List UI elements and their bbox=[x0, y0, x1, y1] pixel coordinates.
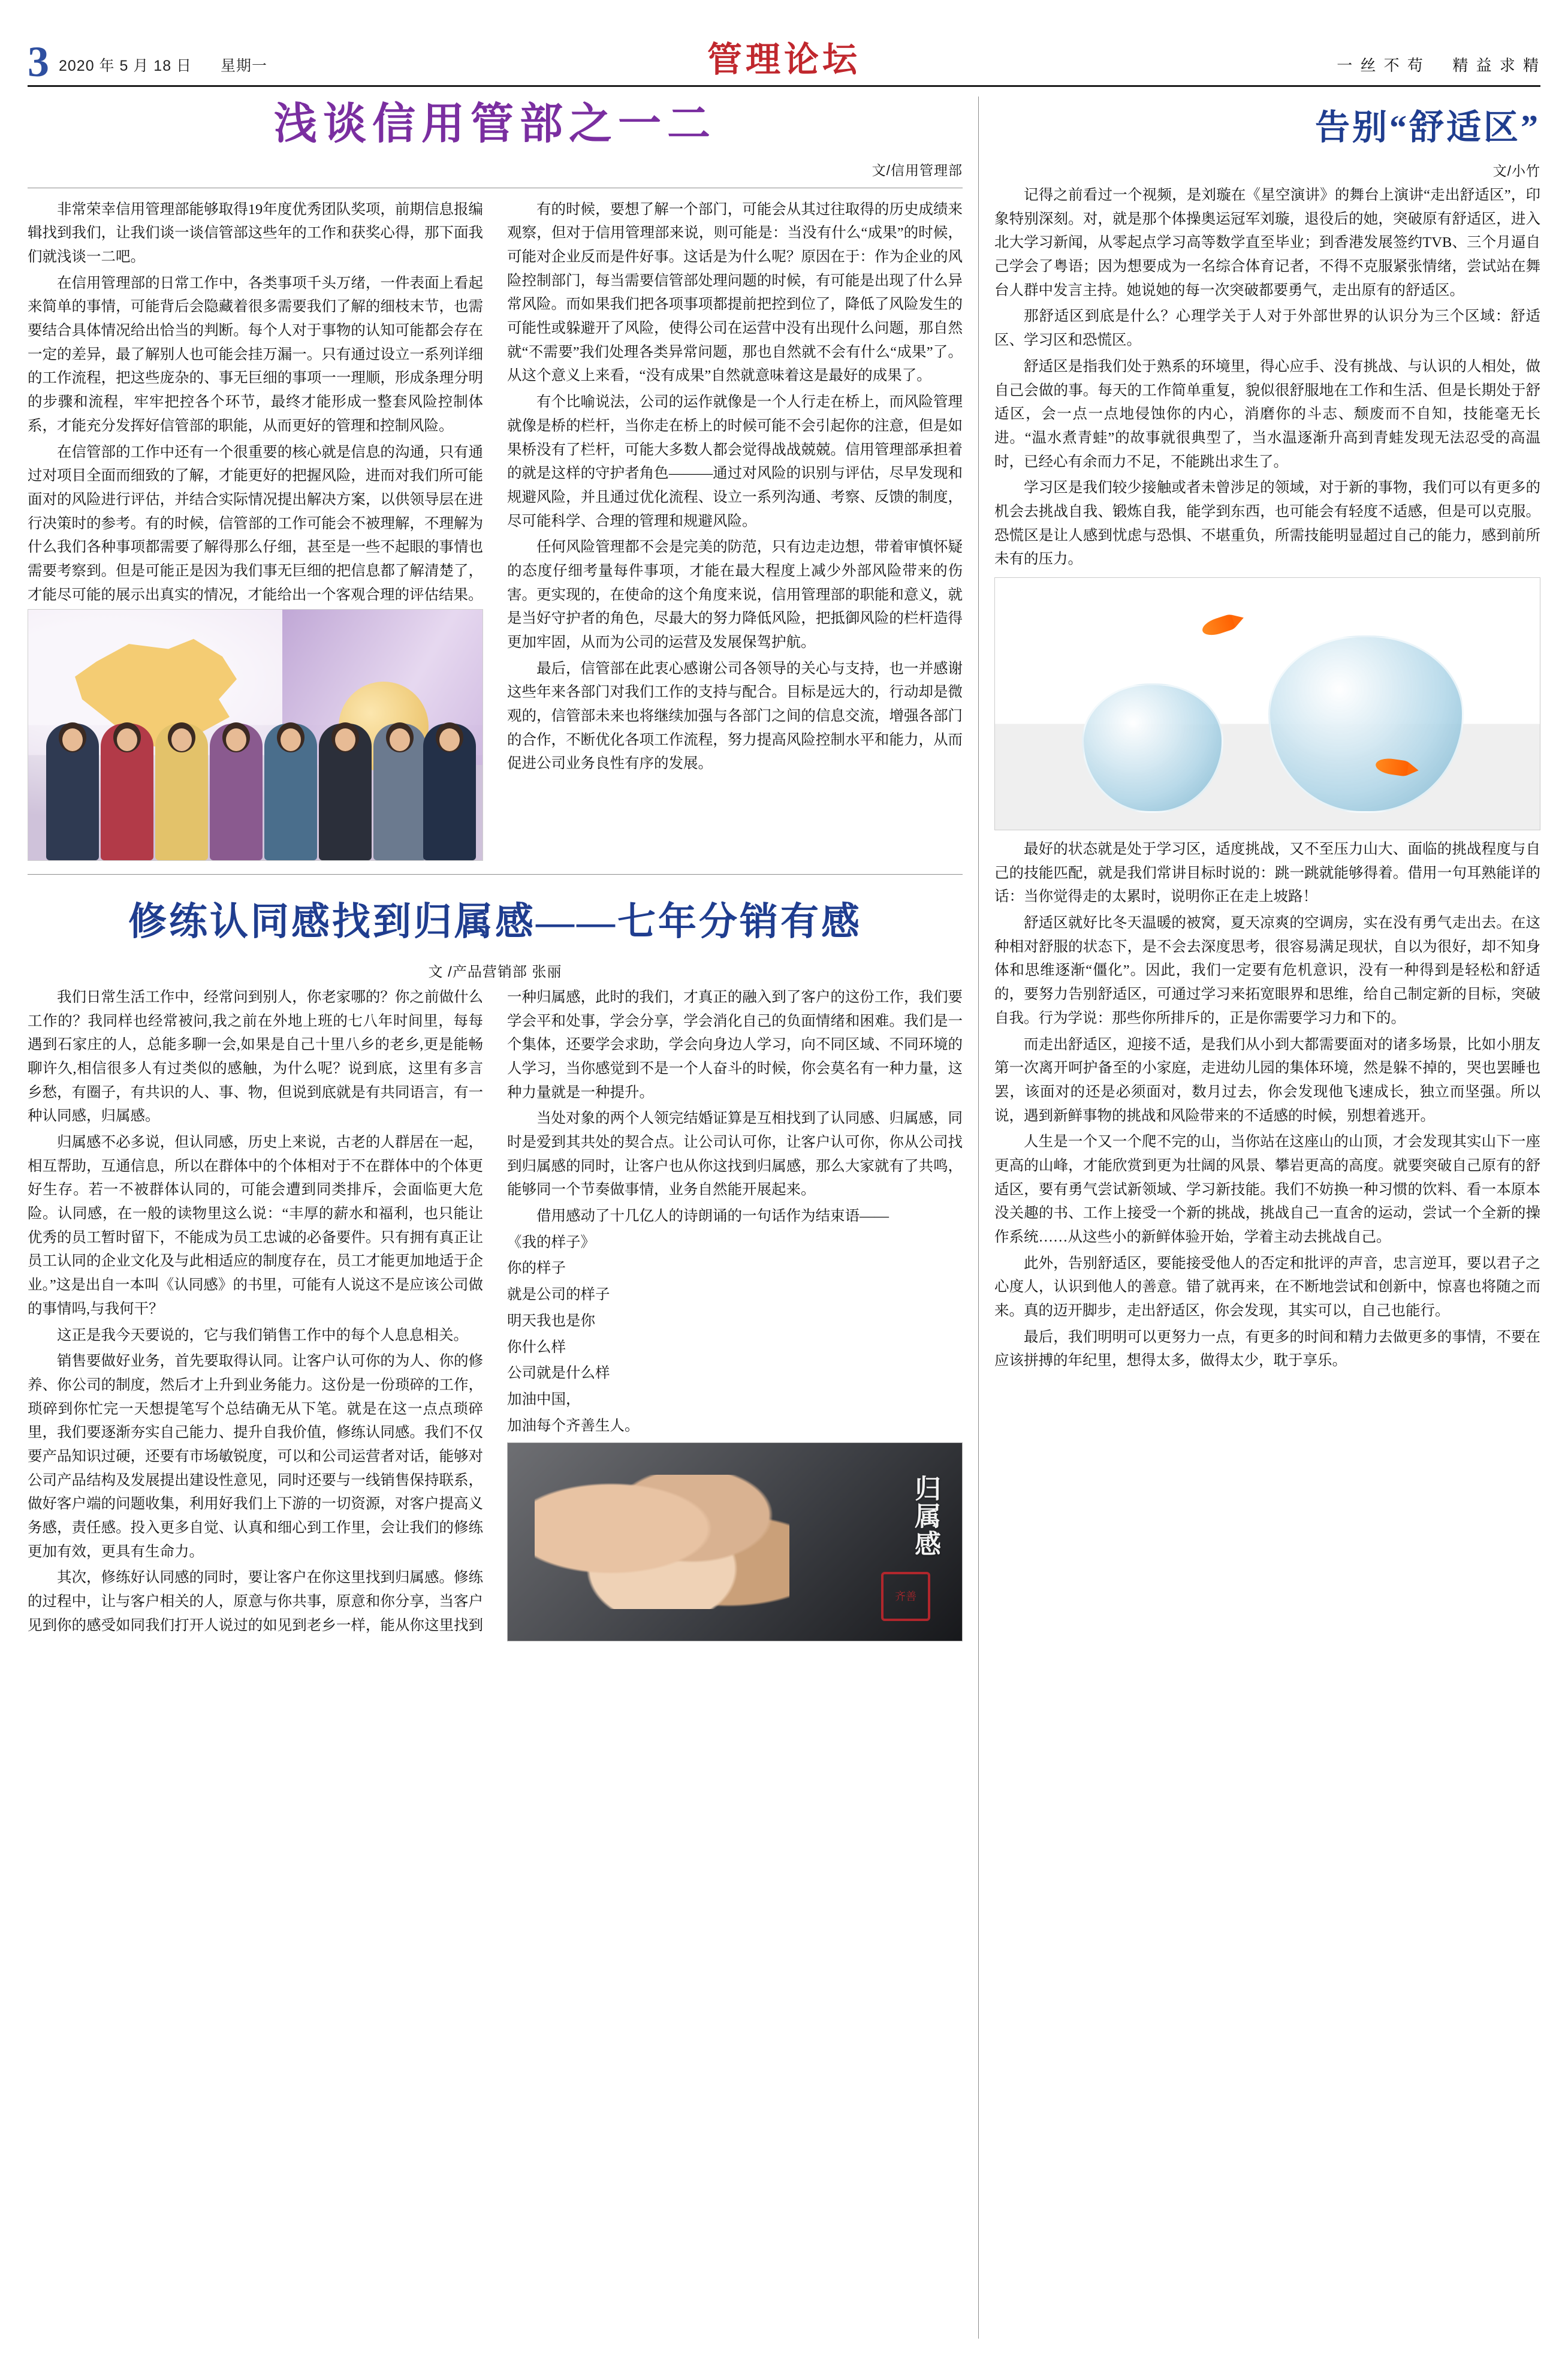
paragraph: 此外，告别舒适区，要能接受他人的否定和批评的声音，忠言逆耳，要以君子之心度人，认识到他人的善意。错了就再来，在不断地尝试和创新中，惊喜也将随之而来。真的迈开脚步，走出舒适区，你会发现，其实可以，自己也能行。 bbox=[994, 1255, 1540, 1319]
photo-overlay-text: 归属感 bbox=[910, 1475, 940, 1558]
article-identity-belonging bbox=[28, 900, 963, 1641]
paragraph: 在信管部的工作中还有一个很重要的核心就是信息的沟通，只有通过对项目全面而细致的了解，才能更好的把握风险，进而对我们所可能面对的风险进行评估，并结合实际情况提出解决方案，以供领导层在进行决策时的参考。有的时候，信管部的工作可能会不被理解，不理解为什么我们各种事项都需要了解得那么仔细，甚至是一些不起眼的事情也需要考察到。但是可能正是因为我们事无巨细的把信息都了解清楚了，才能尽可能的展示出真实的情况，才能给出一个客观合理的评估结果。 bbox=[28, 444, 483, 603]
paragraph: 销售要做好业务，首先要取得认同。让客户认可你的为人、你的修养、你公司的制度，然后才上升到业务能力。这份是一份琐碎的工作，琐碎到你忙完一天想提笔写个总结确无从下笔。就是在这一点点琐碎里，我们要逐渐夯实自己能力、提升自我价值，修练认同感。我们不仅要产品知识过硬，还要有市场敏锐度，可以和公司运营者对话，能够对公司产品结构及发展提出建设性意见，同时还要与一线销售保持联系，做好客户端的问题收集，利用好我们上下游的一切资源，对客户提高义务感，责任感。投入更多自觉、认真和细心到工作里，会让我们的修练更加有效，更具有生命力。 bbox=[28, 1353, 483, 1560]
article3-body bbox=[994, 183, 1540, 1375]
poem-line: 公司就是什么样 bbox=[507, 1365, 610, 1382]
poem-line: 你什么样 bbox=[507, 1339, 566, 1355]
paragraph: 非常荣幸信用管理部能够取得19年度优秀团队奖项，前期信息报编辑找到我们，让我们谈一谈信管部这些年的工作和获奖心得，那下面我们就浅谈一二吧。 bbox=[28, 201, 483, 265]
paragraph: 这正是我今天要说的，它与我们销售工作中的每个人息息相关。 bbox=[57, 1327, 468, 1343]
left-column bbox=[28, 97, 963, 2339]
masthead-slogan bbox=[1337, 53, 1540, 82]
large-fishbowl bbox=[1268, 635, 1464, 813]
poem-line: 你的样子 bbox=[507, 1260, 566, 1277]
slogan-left: 一 丝 不 苟 bbox=[1337, 56, 1425, 74]
goldfish-jumping bbox=[1201, 613, 1237, 638]
article2-body bbox=[28, 986, 963, 1641]
column-divider bbox=[978, 97, 979, 2339]
divider bbox=[28, 874, 963, 875]
paragraph: 那舒适区到底是什么？心理学关于人对于外部世界的认识分为三个区域：舒适区、学习区和恐慌区。 bbox=[994, 308, 1540, 349]
poem-title: 《我的样子》 bbox=[507, 1234, 595, 1251]
article-credit-dept bbox=[28, 97, 963, 861]
photo-people-row bbox=[28, 710, 483, 860]
article1-header bbox=[28, 100, 963, 149]
page-title: 管理论坛 bbox=[707, 40, 861, 79]
paragraph: 有的时候，要想了解一个部门，可能会从其过往取得的历史成绩来观察，但对于信用管理部来说，则可能是：当没有什么“成果”的时候，可能对企业反而是件好事。这话是为什么呢？原因在于：作为企业的风险控制部门，每当需要信管部处理问题的时候，有可能是出现了什么异常风险。而如果我们把各项事项都提前把控到位了，降低了风险发生的可能性或躲避开了风险，使得公司在运营中没有出现什么问题，那自然就“不需要”我们处理各类异常问题，那也自然就不会有什么“成果”了。从这个意义上来看，“没有成果”自然就意味着这是最好的成果了。 bbox=[507, 201, 963, 384]
paragraph: 舒适区就好比冬天温暖的被窝，夏天凉爽的空调房，实在没有勇气走出去。在这种相对舒服的状态下，是不会去深度思考，很容易满足现状，自以为很好，却不知身体和思维逐渐“僵化”。因此，我们一定要有危机意识，没有一种得到是轻松和舒适的，要努力告别舒适区，可通过学习来拓宽眼界和思维，给自己制定新的目标，突破自我。行为学说：那些你所排斥的，正是你需要学习力和下的。 bbox=[994, 915, 1540, 1026]
paragraph: 学习区是我们较少接触或者未曾涉足的领域，对于新的事物，我们可以有更多的机会去挑战自我、锻炼自我，能学到东西，也可能会有轻度不适感，但是可以克服。恐慌区是让人感到忧虑与恐惧、不堪重负，所需技能明显超过自己的能力，感到前所未有的压力。 bbox=[994, 480, 1540, 568]
poem-line: 就是公司的样子 bbox=[507, 1287, 610, 1303]
paragraph: 归属感不必多说，但认同感，历史上来说，古老的人群居在一起，相互帮助，互通信息，所以在群体中的个体相对于不在群体中的个体更好生存。若一不被群体认同的，可能会遭到同类排斥，会面临更大危险。认同感，在一般的读物里这么说：“丰厚的薪水和福利，也只能让优秀的员工暂时留下，不能成为员工忠诚的必备要件。只有拥有真正让员工认同的企业文化及与此相适应的制度存在，员工才能更加地适于企业。”这是出自一本叫《认同感》的书里，可能有人说这不是应该公司做的事情吗,与我何干？ bbox=[28, 1134, 483, 1317]
poem-line: 明天我也是你 bbox=[507, 1312, 595, 1329]
paragraph: 其次，修练好认同感的同时，要让客户在你这里找到归属感。修练的过程中，让与客户相关的人，原意与你共事，原意和你分享，当客户见到你的感受如同我们打开人说过的如见到老乡一样，能从你这里找到一种归属感，此时的我们，才真正的融入到了客户的这份工作，我们要学会平和处事，学会分享，学会消化自己的负面情绪和困难。我们是一个集体，还要学会求助，学会向身边人学习，向不同区域、不同环境的人学习，当你感觉到不是一个人奋斗的时候，你会莫名有一种力量，这种力量就是一种提升。 bbox=[28, 989, 963, 1634]
poem-block bbox=[507, 1231, 963, 1438]
paragraph: 任何风险管理都不会是完美的防范，只有边走边想，带着审慎怀疑的态度仔细考量每件事项，才能在最大程度上减少外部风险带来的伤害。更实现的，在使命的这个角度来说，信用管理部的职能和意义，就是当好守护者的角色，尽最大的努力降低风险，把抵御风险的栏杆造得更加牢固，从而为公司的运营及发展保驾护航。 bbox=[507, 539, 963, 650]
paragraph: 借用感动了十几亿人的诗朗诵的一句话作为结束语—— bbox=[536, 1208, 889, 1225]
article1-photo-group bbox=[28, 609, 483, 861]
paragraph: 当处对象的两个人领完结婚证算是互相找到了认同感、归属感，同时是爱到其共处的契合点。让公司认可你，让客户认可你，你从公司找到归属感的同时，让客户也从你这找到归属感，那么大家就有了共鸣，能够同一个节奏做事情，业务自然能开展起来。 bbox=[507, 1110, 963, 1198]
poem-line: 加油中国， bbox=[507, 1391, 581, 1408]
hands-graphic bbox=[535, 1475, 789, 1609]
article2-byline: 文 /产品营销部 张丽 bbox=[428, 963, 562, 980]
photo-stamp: 齐善 bbox=[881, 1572, 930, 1621]
paragraph: 记得之前看过一个视频，是刘璇在《星空演讲》的舞台上演讲“走出舒适区”，印象特别深刻。对，就是那个体操奥运冠军刘璇，退役后的她，突破原有舒适区，进入北大学习新闻，从零起点学习高等数学直至毕业；到香港发展签约TVB、三个月逼自己学会了粤语；因为想要成为一名综合体育记者，不得不克服紧张情绪，尝试站在舞台人群中发言主持。她说她的每一次突破都要勇气，走出原有的舒适区。 bbox=[994, 187, 1540, 299]
masthead bbox=[28, 24, 1540, 87]
poem-line: 加油每个齐善生人。 bbox=[507, 1417, 640, 1434]
right-column bbox=[994, 97, 1540, 2339]
page-body bbox=[28, 97, 1540, 2339]
article3-byline: 文/小竹 bbox=[1492, 163, 1540, 179]
paragraph: 最后，我们明明可以更努力一点，有更多的时间和精力去做更多的事情，不要在应该拼搏的年纪里，想得太多，做得太少，耽于享乐。 bbox=[994, 1328, 1540, 1369]
article2-photo-hands bbox=[507, 1442, 963, 1641]
paragraph: 有个比喻说法，公司的运作就像是一个人行走在桥上，而风险管理就像是桥的栏杆，当你走在桥上的时候可能不会引起你的注意，但是如果桥没有了栏杆，可能大多数人都会觉得战战兢兢。信用管理部承担着的就是这样的守护者角色———通过对风险的识别与评估，尽早发现和规避风险，并且通过优化流程、设立一系列沟通、考察、反馈的制度，尽可能科学、合理的管理和规避风险。 bbox=[507, 394, 963, 529]
article1-body bbox=[28, 198, 963, 861]
weekday-text: 星期一 bbox=[221, 58, 268, 74]
paragraph: 最好的状态就是处于学习区，适度挑战，又不至压力山大、面临的挑战程度与自己的技能匹配，就是我们常讲目标时说的：跳一跳就能够得着。借用一句耳熟能详的话：当你觉得走的太累时，说明你正在走上坡路！ bbox=[994, 841, 1540, 905]
paragraph: 在信用管理部的日常工作中，各类事项千头万绪，一件表面上看起来简单的事情，可能背后会隐藏着很多需要我们了解的细枝末节，也需要结合具体情况给出恰当的判断。每个人对于事物的认知可能都会存在一定的差异，最了解别人也可能会挂万漏一。只有通过设立一系列详细的工作流程，把这些庞杂的、事无巨细的事项一一理顺，形成条理分明的步骤和流程，牢牢把控各个环节，最终才能形成一整套风险控制体系，才能充分发挥好信管部的职能，从而更好的管理和控制风险。 bbox=[28, 275, 483, 434]
slogan-right: 精 益 求 精 bbox=[1452, 56, 1540, 74]
paragraph: 人生是一个又一个爬不完的山，当你站在这座山的山顶，才会发现其实山下一座更高的山峰，才能欣赏到更为壮阔的风景、攀岩更高的高度。就要突破自己原有的舒适区，要有勇气尝试新领域、学习新技能。我们不妨换一种习惯的饮料、看一本原本没关趣的书、工作上接受一个新的挑战，挑战自己一直舍的运动，尝试一个全新的操作系统……从这些小的新鲜体验开始，学着主动去挑战自己。 bbox=[994, 1134, 1540, 1245]
paragraph: 最后，信管部在此衷心感谢公司各领导的关心与支持，也一并感谢这些年来各部门对我们工作的支持与配合。目标是远大的，行动却是微观的，信管部未来也将继续加强与各部门之间的信息交流，增强各部门的合作，不断优化各项工作流程，努力提高风险控制水平和能力，从而促进公司业务良性有序的发展。 bbox=[507, 660, 963, 772]
article2-title: 修练认同感找到归属感——七年分销有感 bbox=[128, 900, 862, 944]
article3-title: 告别“舒适区” bbox=[1314, 108, 1540, 147]
article1-title: 浅谈信用管部之一二 bbox=[273, 100, 716, 148]
paragraph: 我们日常生活工作中，经常问到别人，你老家哪的？你之前做什么工作的？我同样也经常被问,我之前在外地上班的七八年时间里，每每遇到石家庄的人，总能多聊一会,如果是自己十里八乡的老乡,更是能畅聊许久,相信很多人有过类似的感触，为什么呢？说到底，这里有多言乡愁，有圈子，有共识的人、事、物，但说到底就是有共同语言，有一种认同感，归属感。 bbox=[28, 989, 483, 1125]
paragraph: 舒适区是指我们处于熟系的环境里，得心应手、没有挑战、与认识的人相处，做自己会做的事。每天的工作简单重复，貌似很舒服地在工作和生活、但是长期处于舒适区，会一点一点地侵蚀你的内心，消磨你的斗志、颓废而不自知，技能毫无长进。“温水煮青蛙”的故事就很典型了，当水温逐渐升高到青蛙发现无法忍受的高温时，已经心有余而力不足，不能跳出求生了。 bbox=[994, 358, 1540, 470]
page-number: 3 bbox=[28, 38, 48, 86]
paragraph: 而走出舒适区，迎接不适，是我们从小到大都需要面对的诸多场景，比如小朋友第一次离开呵护备至的小家庭，走进幼儿园的集体环境，然是躲不掉的，哭也罢睡也罢，该面对的还是必须面对，数月过去，你会发现他飞速成长，独立而坚强。所以说，遇到新鲜事物的挑战和风险带来的不适感的时候，别想着逃开。 bbox=[994, 1036, 1540, 1124]
article3-photo-fishbowls bbox=[994, 577, 1540, 830]
small-fishbowl bbox=[1082, 683, 1223, 813]
article1-byline: 文/信用管理部 bbox=[872, 162, 963, 178]
date-text: 2020 年 5 月 18 日 bbox=[59, 58, 192, 74]
